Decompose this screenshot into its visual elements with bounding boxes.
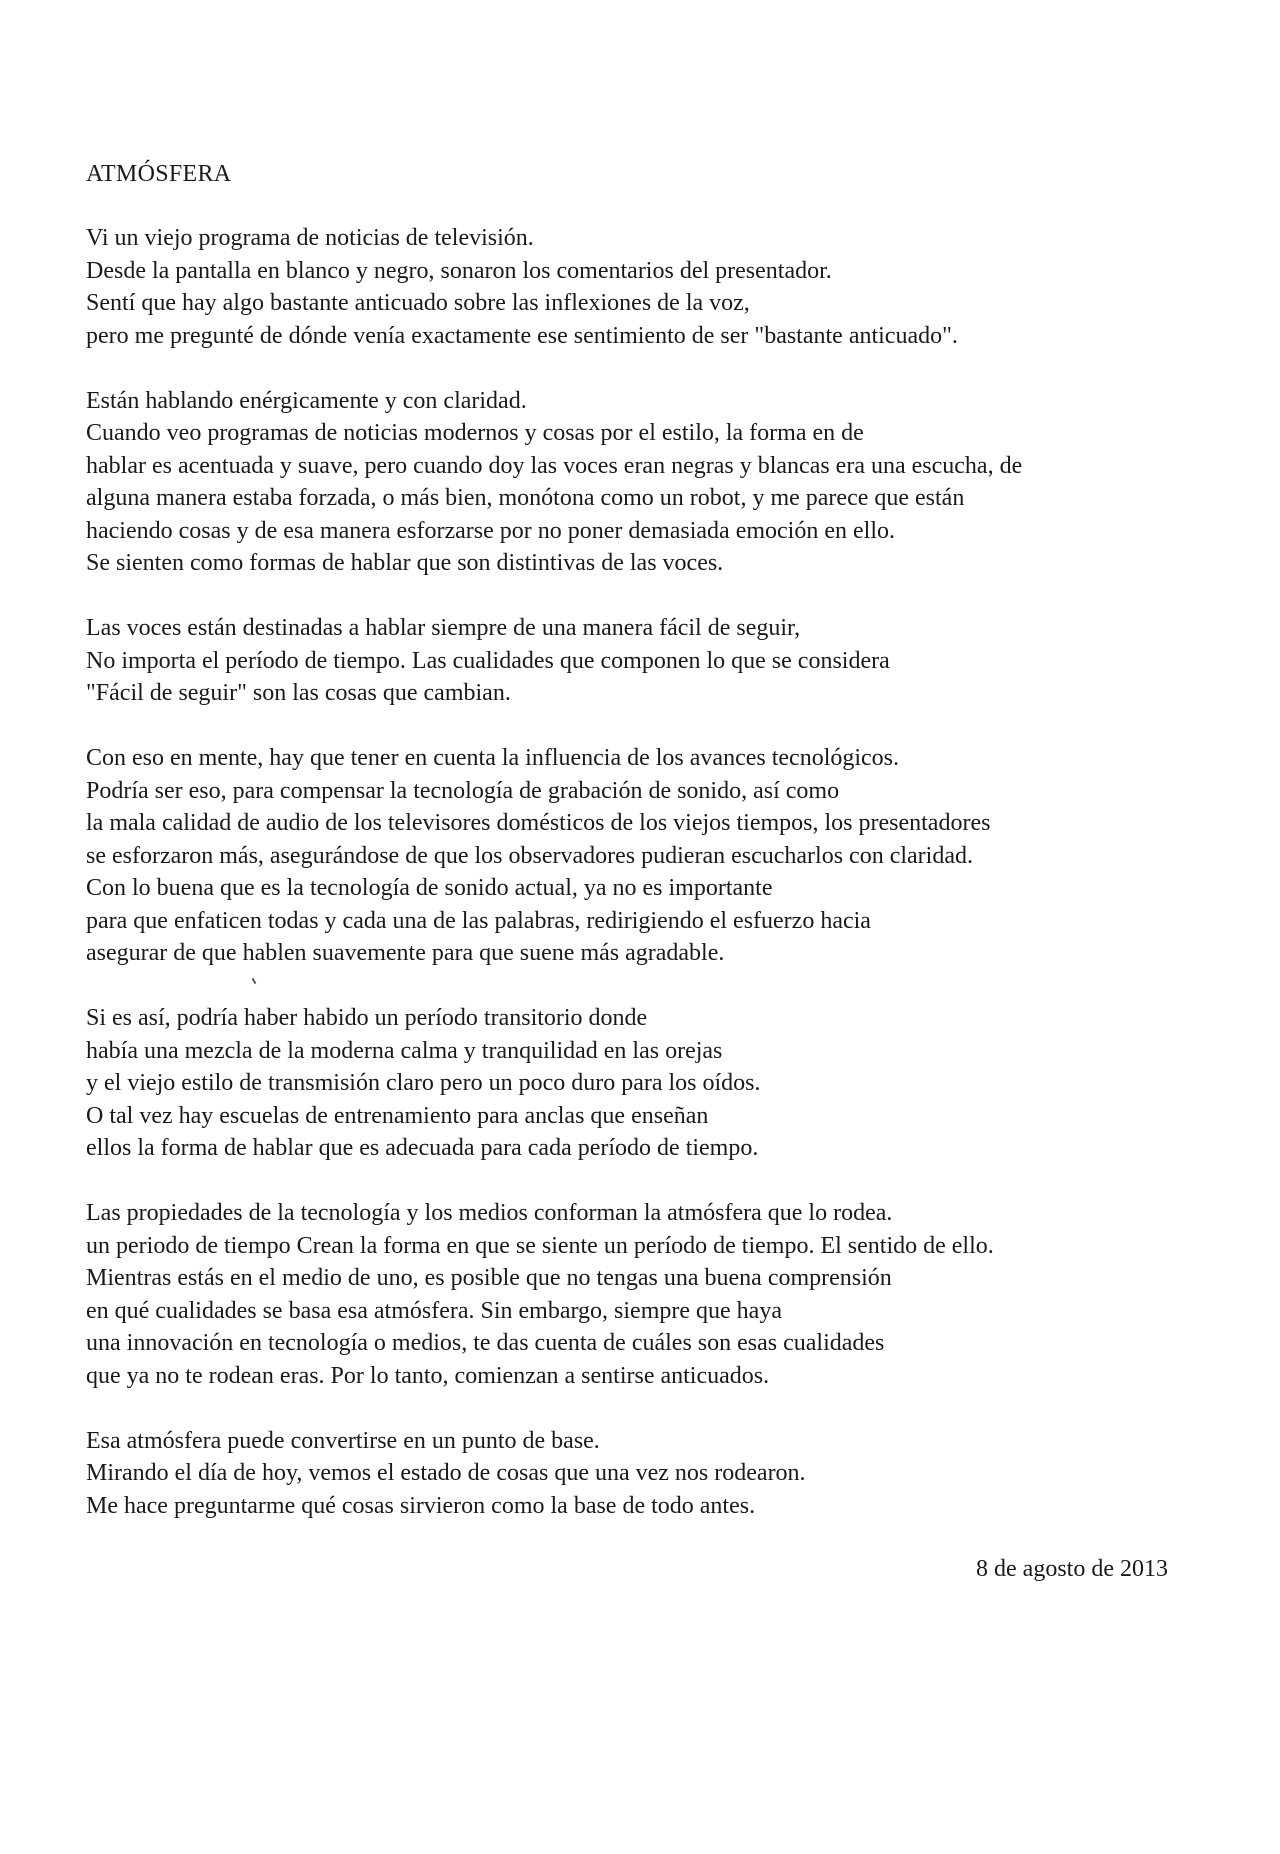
text-line: Mirando el día de hoy, vemos el estado de cosas que una vez nos rodearon. bbox=[86, 1460, 806, 1486]
document-body bbox=[86, 222, 1236, 1555]
text-line: Están hablando enérgicamente y con claridad. bbox=[86, 387, 527, 414]
text-line: Las propiedades de la tecnología y los medios conforman la atmósfera que lo rodea. bbox=[86, 1200, 893, 1226]
text-line: se esforzaron más, asegurándose de que los observadores pudieran escucharlos con claridad. bbox=[86, 842, 973, 869]
text-line: Las voces están destinadas a hablar siempre de una manera fácil de seguir, bbox=[86, 615, 801, 641]
text-line: Con eso en mente, hay que tener en cuenta la influencia de los avances tecnológicos. bbox=[86, 745, 900, 771]
text-line: Desde la pantalla en blanco y negro, sonaron los comentarios del presentador. bbox=[86, 257, 832, 284]
text-line: haciendo cosas y de esa manera esforzarse por no poner demasiada emoción en ello. bbox=[86, 517, 895, 544]
text-line: para que enfaticen todas y cada una de las palabras, redirigiendo el esfuerzo hacia bbox=[86, 907, 871, 934]
text-line: No importa el período de tiempo. Las cualidades que componen lo que se considera bbox=[86, 647, 890, 674]
text-line: que ya no te rodean eras. Por lo tanto, comienzan a sentirse anticuados. bbox=[86, 1362, 770, 1389]
paragraph-7 bbox=[86, 1425, 1236, 1523]
text-line: Me hace preguntarme qué cosas sirvieron como la base de todo antes. bbox=[86, 1492, 756, 1519]
text-line: una innovación en tecnología o medios, te das cuenta de cuáles son esas cualidades bbox=[86, 1330, 885, 1356]
text-line: Si es así, podría haber habido un período transitorio donde bbox=[86, 1005, 648, 1031]
text-line: Esa atmósfera puede convertirse en un punto de base. bbox=[86, 1427, 600, 1454]
text-line: Sentí que hay algo bastante anticuado sobre las inflexiones de la voz, bbox=[86, 290, 750, 316]
text-line: Mientras estás en el medio de uno, es posible que no tengas una buena comprensión bbox=[86, 1265, 892, 1291]
text-line: alguna manera estaba forzada, o más bien, monótona como un robot, y me parece que están bbox=[86, 485, 965, 511]
text-line: Con lo buena que es la tecnología de sonido actual, ya no es importante bbox=[86, 875, 773, 901]
paragraph-6 bbox=[86, 1197, 1236, 1392]
text-line: un periodo de tiempo Crean la forma en que se siente un período de tiempo. El sentido de ello. bbox=[86, 1232, 994, 1259]
document-title: ATMÓSFERA bbox=[86, 161, 232, 187]
text-line: y el viejo estilo de transmisión claro pero un poco duro para los oídos. bbox=[86, 1070, 761, 1096]
paragraph-2 bbox=[86, 385, 1236, 580]
text-line: Se sienten como formas de hablar que son distintivas de las voces. bbox=[86, 550, 724, 576]
text-line: en qué cualidades se basa esa atmósfera. Sin embargo, siempre que haya bbox=[86, 1297, 782, 1324]
text-line: pero me pregunté de dónde venía exactamente ese sentimiento de ser "bastante anticuado". bbox=[86, 322, 958, 349]
text-line: "Fácil de seguir" son las cosas que cambian. bbox=[86, 680, 511, 706]
text-line: O tal vez hay escuelas de entrenamiento para anclas que enseñan bbox=[86, 1102, 709, 1129]
text-line: Vi un viejo programa de noticias de televisión. bbox=[86, 225, 534, 251]
document-date: 8 de agosto de 2013 bbox=[976, 1556, 1168, 1582]
paragraph-4 bbox=[86, 742, 1236, 970]
text-line: había una mezcla de la moderna calma y tranquilidad en las orejas bbox=[86, 1037, 723, 1064]
paragraph-3 bbox=[86, 612, 1236, 710]
text-line: la mala calidad de audio de los televisores domésticos de los viejos tiempos, los presentadores bbox=[86, 810, 991, 836]
paragraph-1 bbox=[86, 222, 1236, 352]
paragraph-5 bbox=[86, 1002, 1236, 1165]
text-line: Cuando veo programas de noticias modernos y cosas por el estilo, la forma en de bbox=[86, 420, 864, 446]
text-line: asegurar de que hablen suavemente para que suene más agradable. bbox=[86, 940, 725, 966]
text-line: hablar es acentuada y suave, pero cuando doy las voces eran negras y blancas era una escucha, de bbox=[86, 452, 1023, 479]
text-line: Podría ser eso, para compensar la tecnología de grabación de sonido, así como bbox=[86, 777, 840, 804]
text-line: ellos la forma de hablar que es adecuada para cada período de tiempo. bbox=[86, 1135, 759, 1161]
